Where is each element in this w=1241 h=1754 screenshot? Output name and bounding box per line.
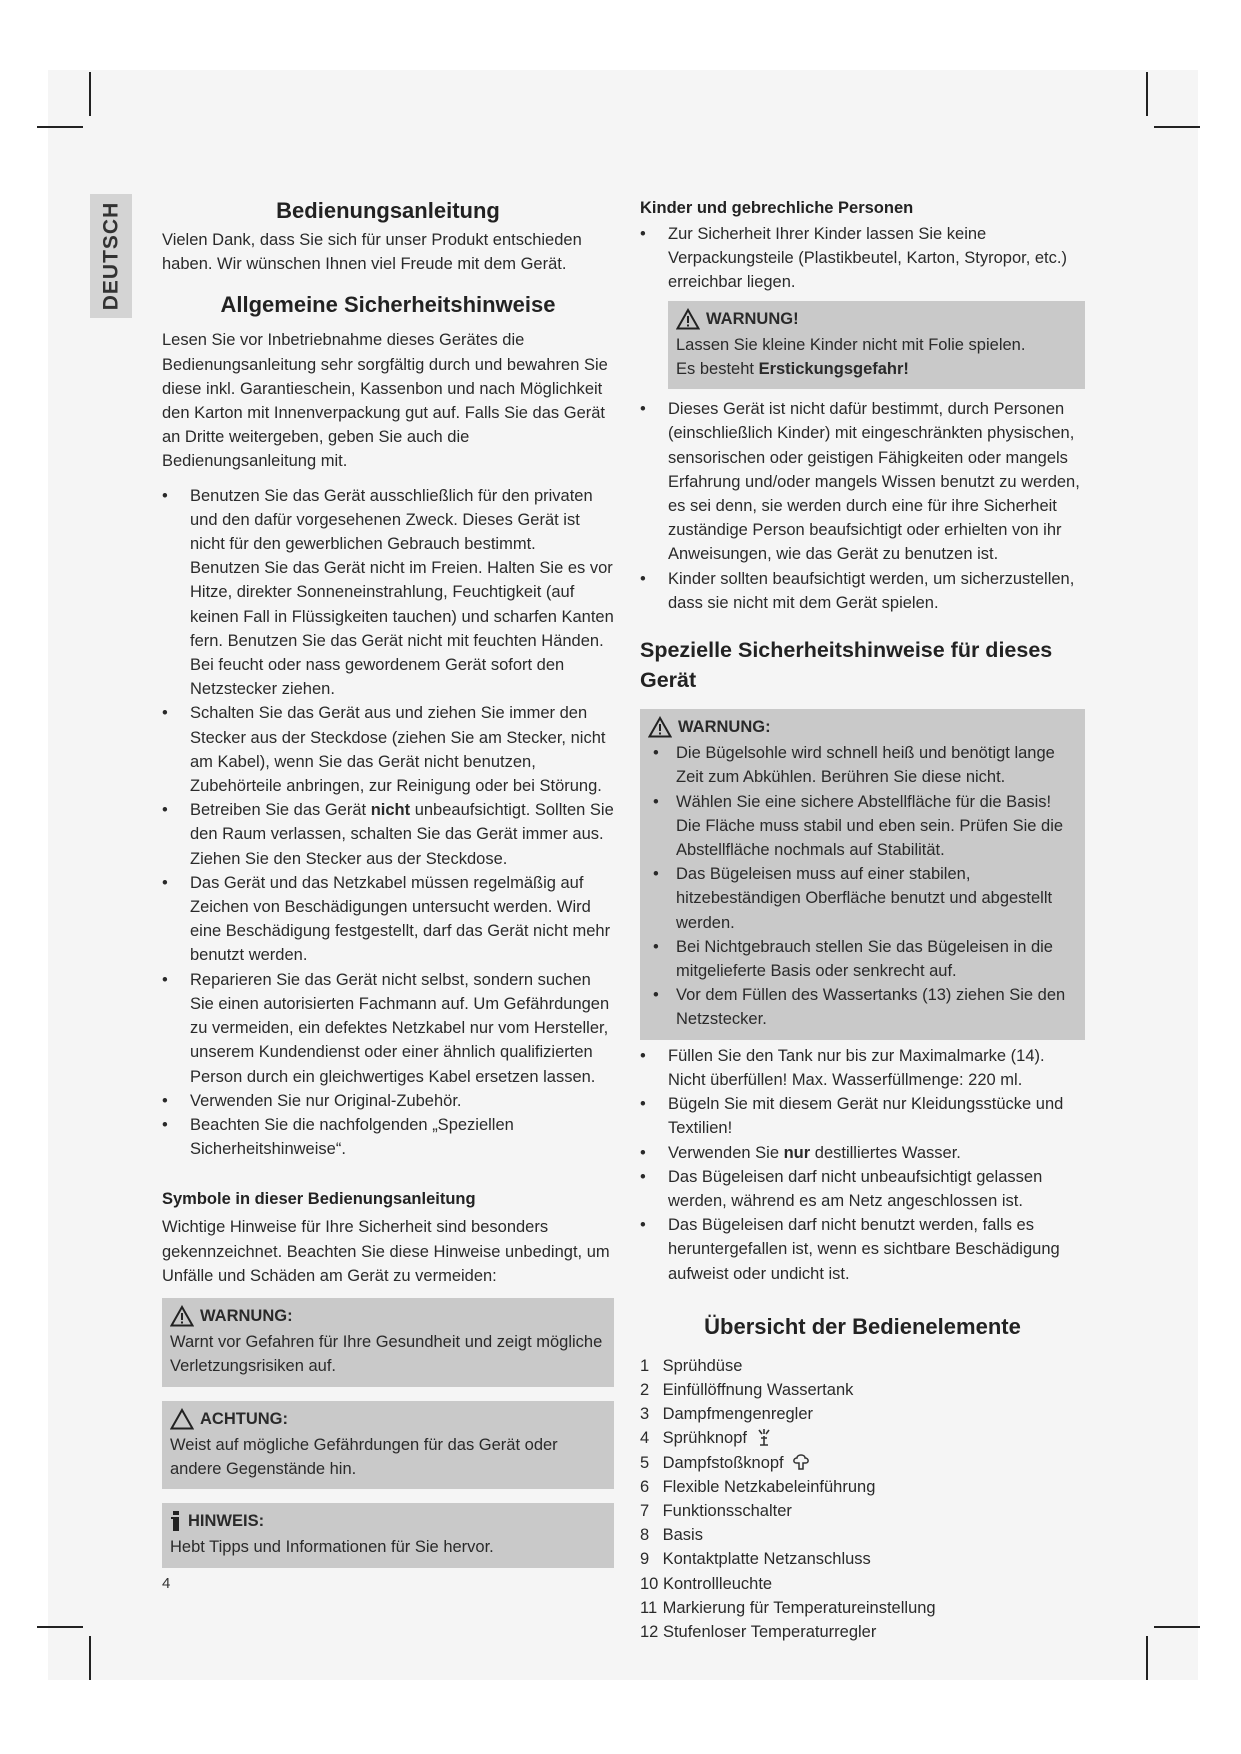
caution-text: Weist auf mögliche Gefährdungen für das Gerät oder andere Gegenstände hin. bbox=[170, 1435, 558, 1478]
children-warning-box bbox=[668, 301, 1085, 390]
overview-item: 12 Stufenloser Temperaturregler bbox=[640, 1622, 877, 1641]
overview-item: 7 Funktionsschalter bbox=[640, 1501, 792, 1520]
children-list-2 bbox=[640, 397, 1085, 615]
steam-burst-icon bbox=[792, 1453, 810, 1471]
overview-item: 9 Kontaktplatte Netzanschluss bbox=[640, 1550, 871, 1569]
caution-triangle-icon bbox=[170, 1408, 194, 1430]
right-column bbox=[640, 196, 1085, 1644]
overview-item: 8 Basis bbox=[640, 1526, 703, 1545]
crop-mark bbox=[1146, 1636, 1148, 1680]
children-warning-line1: Lassen Sie kleine Kinder nicht mit Folie spielen. bbox=[676, 335, 1026, 354]
crop-mark bbox=[1146, 72, 1148, 116]
overview-title: Übersicht der Bedienelemente bbox=[704, 1313, 1021, 1339]
overview-item: 10 Kontrollleuchte bbox=[640, 1574, 773, 1593]
symbols-intro: Wichtige Hinweise für Ihre Sicherheit sind besonders gekennzeichnet. Beachten Sie diese Hinweise unbedingt, um Unfälle und Schäden am Gerät zu vermeiden: bbox=[162, 1218, 610, 1285]
spray-icon bbox=[756, 1428, 772, 1446]
special-list bbox=[640, 1044, 1085, 1286]
list-item: • Verwenden Sie nur destilliertes Wasser. bbox=[640, 1141, 1085, 1165]
list-item: • Beachten Sie die nachfolgenden „Speziellen Sicherheitshinweise“. bbox=[162, 1113, 614, 1161]
warning-text: Warnt vor Gefahren für Ihre Gesundheit und zeigt mögliche Verletzungsrisiken auf. bbox=[170, 1333, 603, 1376]
crop-mark bbox=[1154, 1626, 1200, 1628]
children-warning-label: WARNUNG! bbox=[706, 309, 799, 328]
overview-item: 11 Markierung für Temperatureinstellung bbox=[640, 1598, 936, 1617]
list-item: • Reparieren Sie das Gerät nicht selbst, sondern suchen Sie einen autorisierten Fachmann auf. Um Gefährdungen zu vermeiden, ein defektes Netzkabel nur vom Hersteller, unserem Kundendienst oder einer ähnlich qualifizierten Person durch ein gleichwertiges Kabel ersetzen lassen. bbox=[162, 968, 614, 1089]
manual-title: Bedienungsanleitung bbox=[276, 198, 500, 223]
language-tab bbox=[90, 194, 132, 318]
overview-item: 4 Sprühknopf bbox=[640, 1426, 1085, 1450]
list-item: • Wählen Sie eine sichere Abstellfläche für die Basis! Die Fläche muss stabil und eben sein. Prüfen Sie die Abstellfläche nochmals auf Stabilität. bbox=[648, 790, 1077, 863]
overview-item: 2 Einfüllöffnung Wassertank bbox=[640, 1380, 854, 1399]
caution-box bbox=[162, 1401, 614, 1490]
caution-label: ACHTUNG: bbox=[200, 1409, 288, 1428]
special-warning-list bbox=[648, 741, 1077, 1031]
children-list bbox=[640, 222, 1085, 295]
list-item: • Das Bügeleisen darf nicht unbeaufsichtigt gelassen werden, während es am Netz angeschlossen ist. bbox=[640, 1165, 1085, 1213]
safety-title: Allgemeine Sicherheitshinweise bbox=[220, 292, 556, 318]
overview-item: 5 Dampfstoßknopf bbox=[640, 1451, 1085, 1475]
list-item: • Bügeln Sie mit diesem Gerät nur Kleidungsstücke und Textilien! bbox=[640, 1092, 1085, 1140]
page-number: 4 bbox=[162, 1575, 171, 1592]
warning-label: WARNUNG: bbox=[200, 1306, 293, 1325]
children-warning-line2: Es besteht Erstickungsgefahr! bbox=[676, 360, 909, 379]
list-item: • Kinder sollten beaufsichtigt werden, um sicherzustellen, dass sie nicht mit dem Gerät spielen. bbox=[640, 567, 1085, 615]
crop-mark bbox=[37, 1626, 83, 1628]
list-item: • Die Bügelsohle wird schnell heiß und benötigt lange Zeit zum Abkühlen. Berühren Sie diese nicht. bbox=[648, 741, 1077, 789]
list-item: • Zur Sicherheit Ihrer Kinder lassen Sie keine Verpackungsteile (Plastikbeutel, Karton, Styropor, etc.) erreichbar liegen. bbox=[640, 222, 1085, 295]
crop-mark bbox=[1154, 126, 1200, 128]
overview-item: 3 Dampfmengenregler bbox=[640, 1405, 814, 1424]
warning-triangle-icon bbox=[170, 1305, 194, 1327]
list-item: • Das Gerät und das Netzkabel müssen regelmäßig auf Zeichen von Beschädigungen untersucht werden. Wird eine Beschädigung festgestellt, darf das Gerät nicht mehr benutzt werden. bbox=[162, 871, 614, 968]
info-icon bbox=[170, 1510, 182, 1532]
crop-mark bbox=[37, 126, 83, 128]
crop-mark bbox=[89, 72, 91, 116]
overview-item: 6 Flexible Netzkabeleinführung bbox=[640, 1477, 876, 1496]
special-warning-label: WARNUNG: bbox=[678, 718, 771, 737]
list-item: • Schalten Sie das Gerät aus und ziehen Sie immer den Stecker aus der Steckdose (ziehen Sie am Stecker, nicht am Kabel), wenn Sie das Gerät nicht benutzen, Zubehörteile anbringen, zur Reinigung oder bei Störung. bbox=[162, 701, 614, 798]
language-tab-label: DEUTSCH bbox=[99, 201, 123, 311]
left-column bbox=[162, 196, 614, 1568]
note-text: Hebt Tipps und Informationen für Sie hervor. bbox=[170, 1538, 494, 1557]
list-item: • Dieses Gerät ist nicht dafür bestimmt, durch Personen (einschließlich Kinder) mit eingeschränkten physischen, sensorischen oder geistigen Fähigkeiten oder mangels Erfahrung und/oder mangels Wissen benutzt zu werden, es sei denn, sie werden durch eine für ihre Sicherheit zuständige Person beaufsichtigt oder erhielten von ihr Anweisungen, wie das Gerät zu benutzen ist. bbox=[640, 397, 1085, 566]
list-item: • Vor dem Füllen des Wassertanks (13) ziehen Sie den Netzstecker. bbox=[648, 983, 1077, 1031]
list-item: • Füllen Sie den Tank nur bis zur Maximalmarke (14). Nicht überfüllen! Max. Wasserfüllmenge: 220 ml. bbox=[640, 1044, 1085, 1092]
crop-mark bbox=[89, 1636, 91, 1680]
special-safety-title: Spezielle Sicherheitshinweise für dieses Gerät bbox=[640, 638, 1053, 693]
children-title: Kinder und gebrechliche Personen bbox=[640, 199, 914, 217]
special-warning-box bbox=[640, 709, 1085, 1040]
safety-list bbox=[162, 484, 614, 1162]
overview-item: 1 Sprühdüse bbox=[640, 1356, 743, 1375]
safety-intro: Lesen Sie vor Inbetriebnahme dieses Gerätes die Bedienungsanleitung sehr sorgfältig durch und bewahren Sie diese inkl. Garantieschein, Kassenbon und nach Möglichkeit den Karton mit Innenverpackung gut auf. Falls Sie das Gerät an Dritte weitergeben, geben Sie auch die Bedienungsanleitung mit. bbox=[162, 331, 608, 471]
warning-box bbox=[162, 1298, 614, 1387]
list-item: • Betreiben Sie das Gerät nicht unbeaufsichtigt. Sollten Sie den Raum verlassen, schalten Sie das Gerät immer aus. Ziehen Sie den Stecker aus der Steckdose. bbox=[162, 798, 614, 871]
list-item: • Bei Nichtgebrauch stellen Sie das Bügeleisen in die mitgelieferte Basis oder senkrecht auf. bbox=[648, 935, 1077, 983]
note-label: HINWEIS: bbox=[188, 1512, 265, 1531]
warning-triangle-icon bbox=[676, 308, 700, 330]
list-item: • Das Bügeleisen muss auf einer stabilen, hitzebeständigen Oberfläche benutzt und abgestellt werden. bbox=[648, 862, 1077, 935]
list-item: • Verwenden Sie nur Original-Zubehör. bbox=[162, 1089, 614, 1113]
intro-text: Vielen Dank, dass Sie sich für unser Produkt entschieden haben. Wir wünschen Ihnen viel Freude mit dem Gerät. bbox=[162, 231, 582, 274]
overview-list bbox=[640, 1354, 1085, 1644]
warning-triangle-icon bbox=[648, 716, 672, 738]
list-item: • Das Bügeleisen darf nicht benutzt werden, falls es heruntergefallen ist, wenn es sichtbare Beschädigung aufweist oder undicht ist. bbox=[640, 1213, 1085, 1286]
note-box bbox=[162, 1503, 614, 1567]
symbols-title: Symbole in dieser Bedienungsanleitung bbox=[162, 1190, 476, 1209]
list-item: • Benutzen Sie das Gerät ausschließlich für den privaten und den dafür vorgesehenen Zweck. Dieses Gerät ist nicht für den gewerblichen Gebrauch bestimmt. Benutzen Sie das Gerät nicht im Freien. Halten Sie es vor Hitze, direkter Sonneneinstrahlung, Feuchtigkeit (auf keinen Fall in Flüssigkeiten tauchen) und scharfen Kanten fern. Benutzen Sie das Gerät nicht mit feuchten Händen. Bei feucht oder nass gewordenem Gerät sofort den Netzstecker ziehen. bbox=[162, 484, 614, 702]
